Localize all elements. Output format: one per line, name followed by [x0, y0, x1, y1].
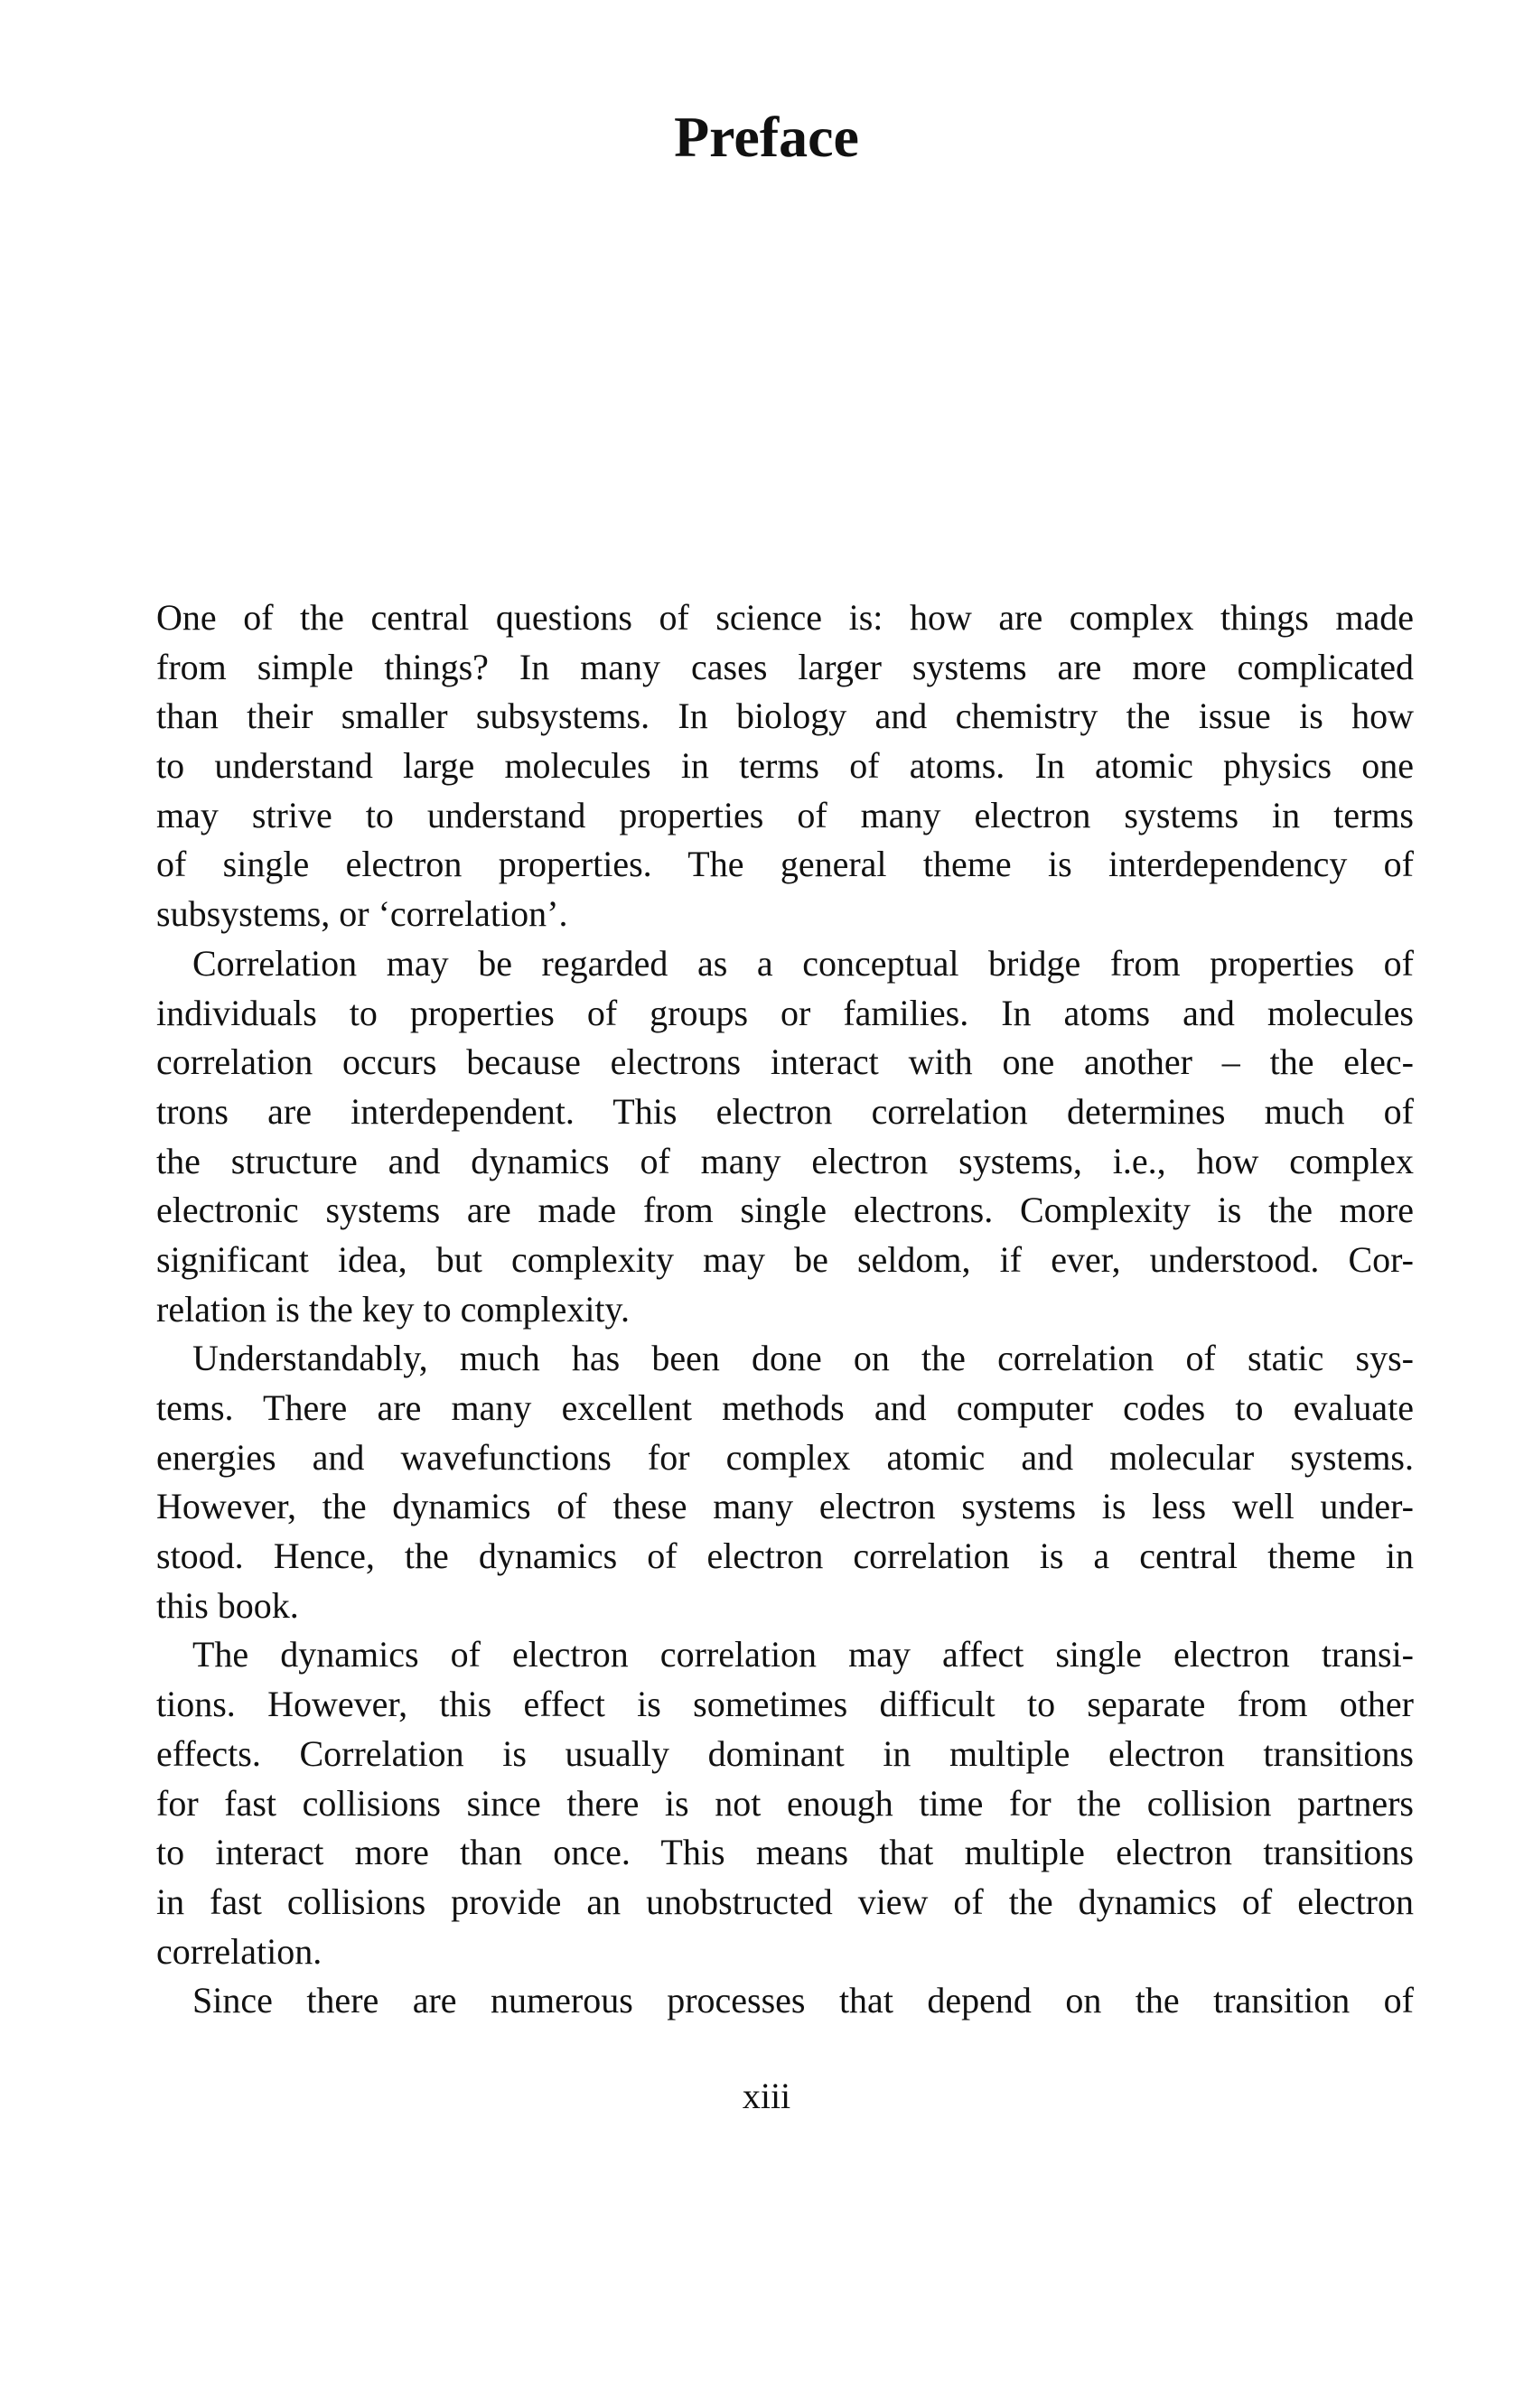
text-line: Correlation may be regarded as a conceptual bridge from properties of [192, 942, 1414, 984]
text-line: stood. Hence, the dynamics of electron correlation is a central theme in [156, 1535, 1414, 1577]
text-line: from simple things? In many cases larger systems are more complicated [156, 646, 1414, 687]
text-line: to understand large molecules in terms of atoms. In atomic physics one [156, 745, 1414, 787]
text-line: correlation. [156, 1930, 322, 1972]
text-line: in fast collisions provide an unobstructed view of the dynamics of electron [156, 1881, 1414, 1922]
text-line: One of the central questions of science is: how are complex things made [156, 597, 1414, 638]
text-line: may strive to understand properties of many electron systems in terms [156, 794, 1414, 835]
text-line: tions. However, this effect is sometimes difficult to separate from other [156, 1684, 1414, 1725]
paragraph [156, 1976, 1414, 2026]
text-line: this book. [156, 1584, 299, 1626]
text-line: effects. Correlation is usually dominant in multiple electron transitions [156, 1732, 1414, 1774]
text-line: subsystems, or ‘correlation’. [156, 893, 568, 935]
text-line: tems. There are many excellent methods and computer codes to evaluate [156, 1387, 1414, 1428]
paragraph [156, 939, 1414, 1335]
paragraph [156, 593, 1414, 939]
page-title: Preface [674, 105, 859, 169]
body-text [156, 593, 1414, 2026]
text-line: relation is the key to complexity. [156, 1288, 630, 1330]
text-line: Since there are numerous processes that depend on the transition of [192, 1980, 1414, 2021]
text-line: to interact more than once. This means that multiple electron transitions [156, 1832, 1414, 1873]
text-line: However, the dynamics of these many electron systems is less well under- [156, 1486, 1414, 1527]
paragraph [156, 1630, 1414, 1976]
paragraph [156, 1334, 1414, 1630]
text-line: than their smaller subsystems. In biology and chemistry the issue is how [156, 695, 1414, 737]
text-line: individuals to properties of groups or families. In atoms and molecules [156, 992, 1414, 1033]
text-line: The dynamics of electron correlation may affect single electron transi- [192, 1634, 1414, 1675]
text-line: the structure and dynamics of many electron systems, i.e., how complex [156, 1140, 1414, 1181]
text-line: of single electron properties. The general theme is interdependency of [156, 844, 1414, 885]
text-line: trons are interdependent. This electron correlation determines much of [156, 1090, 1414, 1132]
page-number: xiii [742, 2076, 791, 2116]
text-line: energies and wavefunctions for complex atomic and molecular systems. [156, 1436, 1414, 1478]
text-line: for fast collisions since there is not enough time for the collision partners [156, 1782, 1414, 1824]
text-line: Understandably, much has been done on the correlation of static sys- [192, 1338, 1414, 1379]
text-line: correlation occurs because electrons interact with one another – the elec- [156, 1041, 1414, 1083]
text-line: electronic systems are made from single electrons. Complexity is the more [156, 1190, 1414, 1231]
text-line: significant idea, but complexity may be seldom, if ever, understood. Cor- [156, 1238, 1414, 1280]
